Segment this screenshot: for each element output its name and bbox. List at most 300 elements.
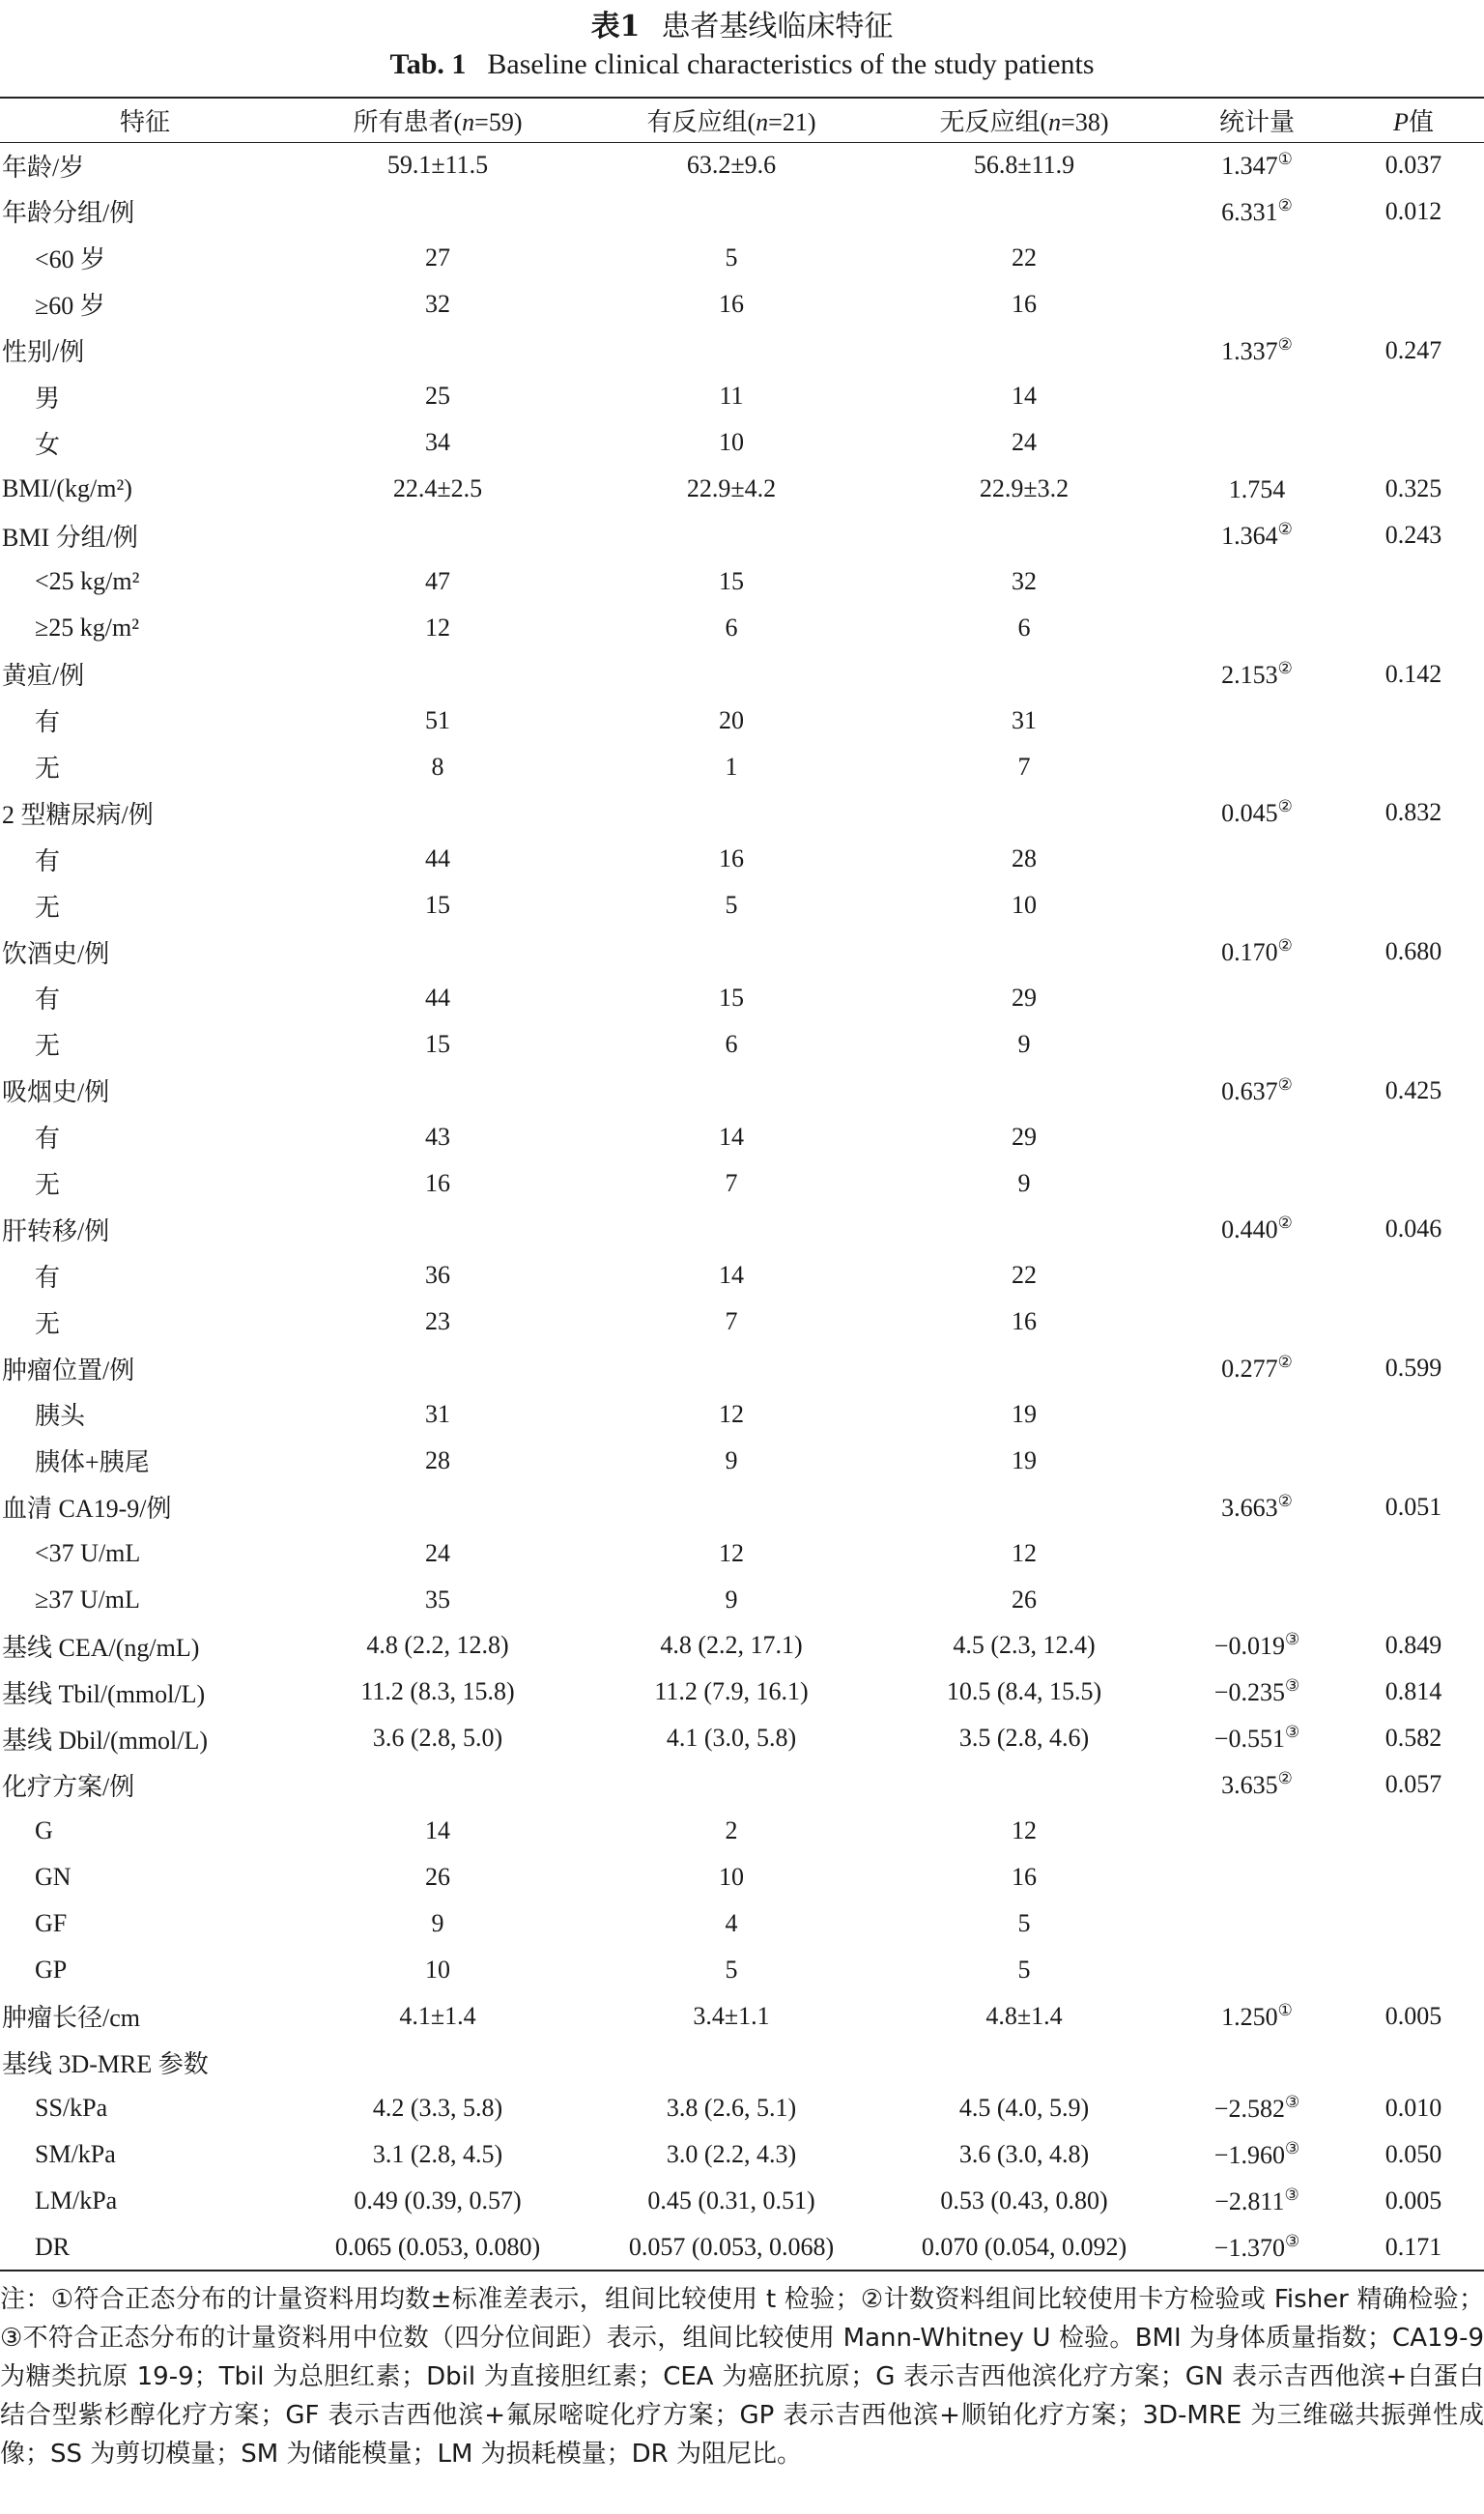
cell-characteristic-text: <25 kg/m²	[35, 566, 140, 595]
cell-statistic	[1171, 1900, 1343, 1947]
cell-all-patients	[290, 605, 585, 651]
cell-responders-text: 2	[725, 1816, 738, 1844]
cell-all-patients	[290, 1252, 585, 1299]
cell-all-patients-text: 28	[425, 1445, 450, 1474]
cell-nonresponders	[877, 1623, 1171, 1670]
cell-p-value	[1343, 1206, 1484, 1252]
cell-characteristic	[0, 1623, 290, 1670]
cell-responders-text: 20	[719, 705, 744, 734]
cell-nonresponders-text: 9	[1017, 1029, 1031, 1058]
cell-nonresponders-text: 9	[1017, 1168, 1031, 1197]
cell-characteristic-text: 饮酒史/例	[2, 939, 110, 968]
cell-statistic	[1171, 651, 1343, 698]
cell-characteristic-text: 肿瘤长径/cm	[2, 2004, 140, 2033]
cell-characteristic	[0, 1299, 290, 1345]
cell-characteristic-text: 无	[35, 1171, 61, 1200]
cell-all-patients	[290, 1900, 585, 1947]
cell-all-patients-text: 12	[425, 613, 450, 642]
cell-p-value	[1343, 1715, 1484, 1761]
cell-characteristic	[0, 328, 290, 374]
cell-all-patients	[290, 1761, 585, 1808]
cell-p-value	[1343, 1577, 1484, 1623]
cell-statistic	[1171, 1021, 1343, 1068]
table-header-row	[0, 98, 1484, 142]
cell-characteristic-text: GN	[35, 1862, 71, 1891]
cell-nonresponders-text: 0.53 (0.43, 0.80)	[940, 2186, 1108, 2215]
table-row	[0, 2224, 1484, 2271]
header-statistic: 统计量	[1171, 98, 1343, 142]
cell-nonresponders-text: 12	[1012, 1816, 1037, 1844]
cell-p-value	[1343, 744, 1484, 790]
cell-responders-text: 1	[725, 752, 738, 781]
cell-characteristic-text: BMI 分组/例	[2, 523, 138, 552]
cell-p-value	[1343, 1530, 1484, 1577]
cell-nonresponders	[877, 882, 1171, 928]
cell-responders-text: 7	[725, 1307, 738, 1336]
cell-responders-text: 14	[719, 1122, 744, 1151]
cell-responders	[585, 373, 877, 419]
cell-responders	[585, 281, 877, 328]
cell-responders	[585, 1438, 877, 1484]
cell-p-value	[1343, 975, 1484, 1021]
table-row	[0, 2085, 1484, 2131]
cell-p-value-text: 0.171	[1384, 2232, 1442, 2261]
cell-characteristic	[0, 975, 290, 1021]
cell-p-value-text: 0.005	[1384, 2186, 1442, 2215]
cell-responders	[585, 651, 877, 698]
table-row	[0, 1993, 1484, 2040]
cell-all-patients	[290, 975, 585, 1021]
cell-all-patients	[290, 512, 585, 558]
cell-statistic	[1171, 1391, 1343, 1438]
cell-all-patients-text: 25	[425, 382, 450, 411]
cell-statistic	[1171, 789, 1343, 836]
cell-nonresponders	[877, 605, 1171, 651]
cell-all-patients-text: 24	[425, 1538, 450, 1567]
cell-all-patients-text: 22.4±2.5	[392, 474, 483, 503]
cell-all-patients-text: 26	[425, 1862, 450, 1891]
cell-characteristic-text: ≥37 U/mL	[35, 1585, 140, 1614]
table-row	[0, 1114, 1484, 1160]
cell-statistic	[1171, 419, 1343, 466]
cell-responders	[585, 2040, 877, 2086]
cell-all-patients	[290, 928, 585, 975]
cell-nonresponders	[877, 1068, 1171, 1114]
table-title-english	[0, 48, 1484, 81]
cell-nonresponders	[877, 188, 1171, 235]
cell-responders-text: 10	[719, 1862, 744, 1891]
cell-nonresponders	[877, 419, 1171, 466]
cell-responders	[585, 2178, 877, 2224]
cell-nonresponders-text: 10.5 (8.4, 15.5)	[946, 1677, 1102, 1706]
cell-all-patients-text: 34	[425, 428, 450, 457]
cell-characteristic-text: 男	[35, 384, 61, 413]
cell-nonresponders	[877, 2131, 1171, 2178]
cell-characteristic-text: 有	[35, 1125, 61, 1154]
cell-responders	[585, 1623, 877, 1670]
cell-statistic-text: −0.551	[1213, 1725, 1285, 1754]
cell-characteristic-text: 2 型糖尿病/例	[2, 800, 154, 829]
cell-all-patients	[290, 1068, 585, 1114]
cell-statistic	[1171, 373, 1343, 419]
cell-statistic	[1171, 882, 1343, 928]
cell-characteristic	[0, 188, 290, 235]
cell-nonresponders	[877, 789, 1171, 836]
cell-statistic	[1171, 558, 1343, 605]
cell-statistic-text: 1.347	[1221, 152, 1278, 181]
cell-all-patients-text: 43	[425, 1122, 450, 1151]
cell-characteristic-text: 性别/例	[2, 338, 85, 366]
cell-p-value	[1343, 1854, 1484, 1900]
cell-characteristic-text: 吸烟史/例	[2, 1078, 110, 1107]
cell-statistic	[1171, 188, 1343, 235]
cell-p-value	[1343, 2224, 1484, 2271]
cell-nonresponders	[877, 2178, 1171, 2224]
cell-characteristic	[0, 2131, 290, 2178]
cell-nonresponders-text: 32	[1012, 566, 1037, 595]
cell-characteristic-text: 无	[35, 755, 61, 784]
cell-responders	[585, 1391, 877, 1438]
table-row	[0, 466, 1484, 512]
cell-nonresponders	[877, 1900, 1171, 1947]
cell-p-value	[1343, 1252, 1484, 1299]
cell-responders	[585, 1669, 877, 1715]
baseline-characteristics-table	[0, 97, 1484, 2271]
cell-responders-text: 15	[719, 566, 744, 595]
cell-statistic	[1171, 2131, 1343, 2178]
cell-responders	[585, 1854, 877, 1900]
footnote-marker: ①	[1277, 2000, 1293, 2019]
cell-responders	[585, 1206, 877, 1252]
footnote-marker: ③	[1284, 2139, 1300, 2158]
cell-responders-text: 6	[725, 613, 738, 642]
cell-nonresponders-text: 28	[1012, 844, 1037, 873]
cell-nonresponders-text: 22	[1012, 243, 1037, 271]
cell-p-value	[1343, 281, 1484, 328]
cell-nonresponders-text: 6	[1017, 613, 1031, 642]
cell-characteristic	[0, 1947, 290, 1993]
cell-characteristic	[0, 281, 290, 328]
cell-p-value-text: 0.046	[1384, 1214, 1442, 1243]
cell-responders	[585, 1715, 877, 1761]
cell-all-patients	[290, 328, 585, 374]
cell-characteristic-text: 肿瘤位置/例	[2, 1356, 135, 1385]
cell-characteristic	[0, 1854, 290, 1900]
cell-characteristic	[0, 558, 290, 605]
cell-p-value	[1343, 328, 1484, 374]
cell-all-patients	[290, 698, 585, 744]
cell-all-patients	[290, 1530, 585, 1577]
cell-nonresponders	[877, 2085, 1171, 2131]
cell-all-patients	[290, 744, 585, 790]
cell-statistic	[1171, 1993, 1343, 2040]
cell-characteristic-text: 无	[35, 893, 61, 922]
cell-responders-text: 7	[725, 1168, 738, 1197]
cell-nonresponders	[877, 744, 1171, 790]
table-row	[0, 698, 1484, 744]
cell-p-value	[1343, 235, 1484, 281]
cell-statistic-text: −2.582	[1213, 2095, 1285, 2124]
cell-characteristic-text: <60 岁	[35, 245, 106, 274]
cell-responders-text: 0.45 (0.31, 0.51)	[647, 2186, 815, 2215]
cell-responders-text: 22.9±4.2	[686, 474, 777, 503]
cell-nonresponders-text: 5	[1017, 1908, 1031, 1937]
cell-responders	[585, 836, 877, 882]
table-row	[0, 1854, 1484, 1900]
cell-nonresponders-text: 16	[1012, 289, 1037, 318]
cell-statistic	[1171, 1623, 1343, 1670]
table-row	[0, 1206, 1484, 1252]
cell-statistic	[1171, 698, 1343, 744]
cell-responders	[585, 188, 877, 235]
cell-responders-text: 14	[719, 1261, 744, 1290]
cell-responders	[585, 1345, 877, 1391]
cell-nonresponders	[877, 1345, 1171, 1391]
cell-nonresponders	[877, 1252, 1171, 1299]
cell-responders	[585, 1068, 877, 1114]
cell-responders-text: 15	[719, 983, 744, 1012]
cell-nonresponders-text: 4.5 (4.0, 5.9)	[958, 2094, 1090, 2123]
cell-characteristic	[0, 2178, 290, 2224]
cell-characteristic	[0, 1484, 290, 1530]
footnote-marker: ③	[1284, 2185, 1299, 2205]
cell-nonresponders	[877, 1160, 1171, 1207]
cell-characteristic	[0, 466, 290, 512]
table-row	[0, 882, 1484, 928]
cell-statistic	[1171, 2040, 1343, 2086]
cell-all-patients	[290, 1808, 585, 1854]
cell-responders-text: 9	[725, 1445, 738, 1474]
footnote-marker: ②	[1277, 334, 1293, 354]
cell-p-value	[1343, 1160, 1484, 1207]
footnote-marker: ③	[1284, 1630, 1300, 1649]
cell-characteristic	[0, 1761, 290, 1808]
cell-p-value	[1343, 2178, 1484, 2224]
cell-characteristic-text: <37 U/mL	[35, 1538, 141, 1567]
cell-responders	[585, 1160, 877, 1207]
cell-characteristic-text: 肝转移/例	[2, 1216, 110, 1245]
table-row	[0, 975, 1484, 1021]
cell-statistic-text: 0.440	[1221, 1215, 1278, 1244]
cell-all-patients	[290, 1114, 585, 1160]
cell-all-patients-text: 23	[425, 1307, 450, 1336]
cell-all-patients-text: 11.2 (8.3, 15.8)	[360, 1677, 515, 1706]
cell-characteristic	[0, 1993, 290, 2040]
cell-responders-text: 5	[725, 243, 738, 271]
header-responders: 有反应组(n=21)	[585, 98, 877, 142]
cell-statistic	[1171, 928, 1343, 975]
table-row	[0, 1808, 1484, 1854]
cell-responders-text: 4.1 (3.0, 5.8)	[666, 1724, 797, 1753]
table-row	[0, 142, 1484, 188]
cell-characteristic	[0, 1577, 290, 1623]
cell-nonresponders-text: 56.8±11.9	[973, 151, 1075, 180]
cell-p-value	[1343, 605, 1484, 651]
cell-nonresponders-text: 19	[1012, 1399, 1037, 1428]
cell-responders	[585, 558, 877, 605]
cell-p-value	[1343, 1345, 1484, 1391]
cell-nonresponders	[877, 975, 1171, 1021]
cell-statistic-text: 1.337	[1221, 336, 1278, 365]
cell-all-patients	[290, 2040, 585, 2086]
cell-nonresponders-text: 29	[1012, 983, 1037, 1012]
cell-nonresponders-text: 3.6 (3.0, 4.8)	[958, 2140, 1090, 2169]
table-caption-zh: 患者基线临床特征	[661, 10, 894, 43]
cell-characteristic	[0, 2085, 290, 2131]
cell-characteristic-text: 基线 Tbil/(mmol/L)	[2, 1679, 206, 1708]
footnote-marker: ②	[1277, 1491, 1293, 1510]
cell-all-patients-text: 31	[425, 1399, 450, 1428]
table-row	[0, 373, 1484, 419]
cell-nonresponders	[877, 1021, 1171, 1068]
cell-nonresponders	[877, 1808, 1171, 1854]
cell-statistic	[1171, 2085, 1343, 2131]
cell-characteristic	[0, 1021, 290, 1068]
table-row	[0, 1345, 1484, 1391]
cell-responders-text: 5	[725, 1955, 738, 1984]
cell-p-value-text: 0.832	[1384, 798, 1442, 827]
cell-p-value	[1343, 419, 1484, 466]
cell-nonresponders	[877, 928, 1171, 975]
cell-nonresponders-text: 19	[1012, 1445, 1037, 1474]
cell-characteristic-text: ≥25 kg/m²	[35, 613, 140, 642]
cell-characteristic	[0, 836, 290, 882]
cell-all-patients-text: 51	[425, 705, 450, 734]
footnote-marker: ①	[1277, 150, 1293, 169]
cell-statistic	[1171, 1484, 1343, 1530]
cell-responders	[585, 466, 877, 512]
cell-p-value	[1343, 466, 1484, 512]
table-footnote: 注：①符合正态分布的计量资料用均数±标准差表示，组间比较使用 t 检验；②计数资料组间比较使用卡方检验或 Fisher 精确检验；③不符合正态分布的计量资料用中位数（四分位间距）表示，组间比较使用 Mann-Whitney U 检验。BMI 为身体质量指数；CA19-9 为糖类抗原 19-9；Tbil 为总胆红素；Dbil 为直接胆红素；CEA 为癌胚抗原；G 表示吉西他滨化疗方案；GN 表示吉西他滨+白蛋白结合型紫杉醇化疗方案；GF 表示吉西他滨+氟尿嘧啶化疗方案；GP 表示吉西他滨+顺铂化疗方案；3D-MRE 为三维磁共振弹性成像；SS 为剪切模量；SM 为储能模量；LM 为损耗模量；DR 为阻尼比。	[0, 2285, 1484, 2469]
cell-nonresponders-text: 7	[1017, 752, 1031, 781]
footnote-marker: ②	[1277, 1214, 1293, 1233]
cell-all-patients-text: 44	[425, 983, 450, 1012]
cell-responders	[585, 1761, 877, 1808]
cell-responders-text: 10	[719, 428, 744, 457]
cell-p-value	[1343, 651, 1484, 698]
cell-responders-text: 63.2±9.6	[686, 151, 777, 180]
cell-responders	[585, 789, 877, 836]
cell-all-patients	[290, 2131, 585, 2178]
cell-p-value	[1343, 1669, 1484, 1715]
cell-characteristic	[0, 1715, 290, 1761]
table-row	[0, 928, 1484, 975]
table-row	[0, 188, 1484, 235]
table-row	[0, 605, 1484, 651]
cell-all-patients-text: 36	[425, 1261, 450, 1290]
cell-all-patients	[290, 2085, 585, 2131]
cell-characteristic	[0, 1530, 290, 1577]
cell-characteristic	[0, 698, 290, 744]
cell-p-value	[1343, 928, 1484, 975]
cell-characteristic	[0, 419, 290, 466]
cell-p-value	[1343, 1993, 1484, 2040]
cell-characteristic	[0, 1068, 290, 1114]
header-all-patients: 所有患者(n=59)	[290, 98, 585, 142]
cell-characteristic-text: SM/kPa	[35, 2140, 116, 2169]
cell-characteristic	[0, 605, 290, 651]
footnote-marker: ③	[1284, 1723, 1300, 1742]
cell-characteristic-text: 年龄分组/例	[2, 199, 135, 228]
cell-responders-text: 12	[719, 1538, 744, 1567]
table-row	[0, 512, 1484, 558]
cell-p-value-text: 0.425	[1384, 1075, 1442, 1104]
cell-all-patients	[290, 235, 585, 281]
cell-statistic-text: −1.960	[1213, 2141, 1285, 2170]
cell-responders	[585, 1021, 877, 1068]
cell-responders	[585, 882, 877, 928]
cell-all-patients	[290, 1669, 585, 1715]
cell-statistic	[1171, 2224, 1343, 2271]
cell-all-patients	[290, 466, 585, 512]
cell-characteristic-text: 化疗方案/例	[2, 1772, 135, 1801]
cell-characteristic-text: 有	[35, 986, 61, 1014]
cell-statistic	[1171, 328, 1343, 374]
cell-responders	[585, 2085, 877, 2131]
table-row	[0, 1669, 1484, 1715]
cell-responders	[585, 419, 877, 466]
cell-responders-text: 6	[725, 1029, 738, 1058]
cell-nonresponders	[877, 1530, 1171, 1577]
cell-characteristic	[0, 744, 290, 790]
table-number-en: Tab. 1	[389, 48, 467, 80]
cell-statistic	[1171, 744, 1343, 790]
cell-p-value-text: 0.037	[1384, 151, 1442, 180]
cell-all-patients-text: 3.6 (2.8, 5.0)	[372, 1724, 503, 1753]
cell-all-patients-text: 0.49 (0.39, 0.57)	[354, 2186, 522, 2215]
cell-responders-text: 16	[719, 289, 744, 318]
table-row	[0, 1577, 1484, 1623]
cell-characteristic	[0, 1669, 290, 1715]
cell-all-patients-text: 47	[425, 566, 450, 595]
cell-responders-text: 5	[725, 891, 738, 920]
cell-p-value	[1343, 789, 1484, 836]
cell-p-value	[1343, 1114, 1484, 1160]
cell-characteristic	[0, 373, 290, 419]
cell-statistic	[1171, 1068, 1343, 1114]
cell-nonresponders	[877, 2040, 1171, 2086]
cell-all-patients	[290, 1623, 585, 1670]
cell-all-patients	[290, 1577, 585, 1623]
cell-p-value-text: 0.010	[1384, 2094, 1442, 2123]
cell-all-patients-text: 59.1±11.5	[386, 151, 489, 180]
cell-all-patients-text: 35	[425, 1585, 450, 1614]
cell-nonresponders	[877, 1993, 1171, 2040]
cell-nonresponders-text: 5	[1017, 1955, 1031, 1984]
cell-all-patients-text: 27	[425, 243, 450, 271]
cell-nonresponders-text: 3.5 (2.8, 4.6)	[958, 1724, 1090, 1753]
cell-p-value-text: 0.599	[1384, 1354, 1442, 1383]
footnote-marker: ③	[1284, 2231, 1300, 2250]
cell-nonresponders	[877, 1715, 1171, 1761]
cell-responders	[585, 975, 877, 1021]
cell-all-patients-text: 4.2 (3.3, 5.8)	[372, 2094, 503, 2123]
cell-nonresponders-text: 0.070 (0.054, 0.092)	[921, 2232, 1127, 2261]
cell-characteristic	[0, 1160, 290, 1207]
cell-p-value-text: 0.057	[1384, 1770, 1442, 1799]
cell-p-value	[1343, 698, 1484, 744]
cell-statistic	[1171, 1577, 1343, 1623]
cell-characteristic-text: 胰体+胰尾	[35, 1448, 150, 1477]
cell-characteristic	[0, 2040, 290, 2086]
cell-statistic	[1171, 1854, 1343, 1900]
table-body	[0, 142, 1484, 2271]
cell-p-value-text: 0.050	[1384, 2140, 1442, 2169]
cell-characteristic-text: DR	[35, 2232, 71, 2261]
footnote-marker: ③	[1284, 1676, 1300, 1696]
cell-p-value-text: 0.051	[1384, 1492, 1442, 1521]
table-row	[0, 789, 1484, 836]
